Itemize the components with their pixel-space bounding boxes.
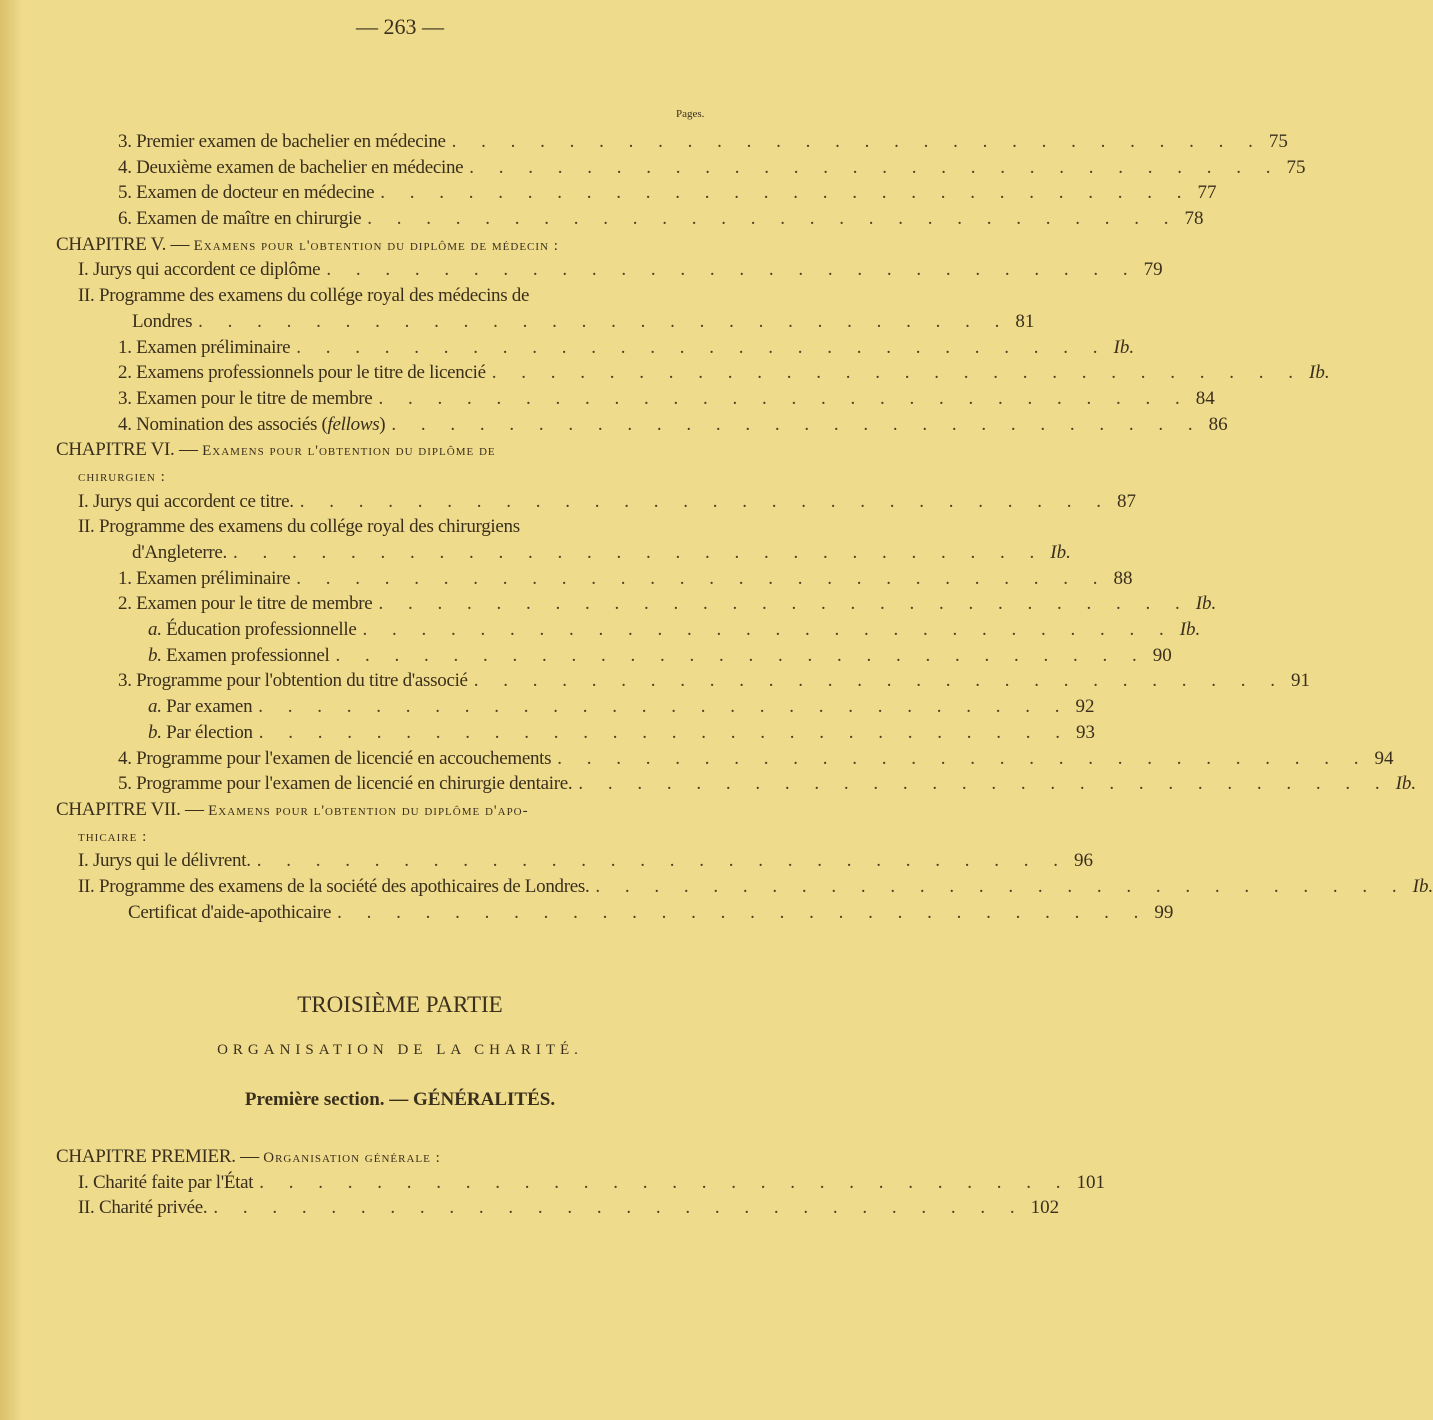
entry-number: II.: [78, 285, 95, 307]
toc-entry: [0, 208, 1204, 234]
toc-entry: [0, 542, 1071, 568]
entry-number: I.: [78, 259, 89, 281]
entry-text: Nomination des associés (: [136, 413, 328, 435]
entry-text: Deuxième examen de bachelier en médecine: [136, 156, 464, 178]
dot-leader: . . . . . . . . . . . . . . . . . . . . . . . . . . . .: [299, 490, 1111, 512]
entry-title: [78, 850, 251, 872]
entry-number: II.: [78, 875, 95, 897]
dot-leader: . . . . . . . . . . . . . . . . . . . . . . . . . . . .: [451, 131, 1263, 152]
dot-leader: . . . . . . . . . . . . . . . . . . . . . . . . . . . .: [258, 721, 1070, 743]
chapter-subtitle: Examens pour l'obtention du diplôme de: [202, 443, 496, 460]
entry-title: [78, 516, 520, 538]
dot-leader: . . . . . . . . . . . . . . . . . . . . . . . . . . . .: [469, 156, 1281, 178]
entry-number: CHAPITRE VI. —: [56, 439, 198, 461]
entry-title: [78, 825, 147, 847]
page-ref: 102: [1030, 1197, 1060, 1219]
entry-text: Programme pour l'examen de licencié en accouchements: [136, 747, 552, 769]
toc-entry: [0, 310, 1035, 337]
toc-entry: [0, 670, 1310, 696]
page-ref: 96: [1073, 850, 1093, 872]
toc-entry: [0, 696, 1095, 722]
entry-title: [132, 311, 192, 333]
entry-title: [118, 773, 572, 795]
entry-number: I.: [78, 1171, 89, 1193]
dot-leader: . . . . . . . . . . . . . . . . . . . . . . . . . . . .: [256, 850, 1068, 872]
toc-entry: [0, 131, 1288, 157]
page-ref: Ib.: [1179, 619, 1201, 641]
entry-text: Premier examen de bachelier en médecine: [136, 131, 446, 152]
entry-number: I.: [78, 850, 89, 872]
dot-leader: . . . . . . . . . . . . . . . . . . . . . . . . . . . .: [578, 773, 1390, 795]
entry-italic-text: fellows: [327, 413, 380, 435]
entry-title: [78, 1197, 207, 1219]
page-ref: 91: [1290, 670, 1310, 692]
dot-leader: . . . . . . . . . . . . . . . . . . . . . . . . . . . .: [491, 362, 1304, 384]
entry-text: Examen de maître en chirurgie: [136, 208, 362, 230]
dot-leader: . . . . . . . . . . . . . . . . . . . . . . . . . . . .: [296, 336, 1108, 358]
entry-number: 4.: [118, 156, 132, 178]
page-ref: 88: [1113, 567, 1133, 589]
entry-title: [118, 337, 290, 359]
entry-number: 4.: [118, 747, 132, 769]
part-title: TROISIÈME PARTIE: [297, 992, 503, 1017]
page-ref: 86: [1208, 413, 1228, 435]
toc-entry: [0, 285, 800, 311]
toc-entry: [0, 721, 1095, 748]
dot-leader: . . . . . . . . . . . . . . . . . . . . . . . . . . . .: [198, 310, 1010, 332]
toc-entry: [0, 875, 1433, 902]
toc-entry: [0, 747, 1394, 774]
page-ref: 78: [1184, 208, 1204, 230]
entry-number: a.: [148, 696, 162, 718]
toc-entry: [0, 567, 1133, 594]
toc-entry: [0, 362, 1330, 388]
entry-title: [78, 876, 589, 898]
page-ref: 93: [1075, 721, 1095, 743]
entry-title: [56, 799, 529, 821]
chapter-heading: [0, 234, 800, 260]
entry-text: Certificat d'aide-apothicaire: [128, 901, 332, 923]
toc-entry: [0, 387, 1215, 414]
entry-text: Examen pour le titre de membre: [136, 387, 373, 409]
entry-text: Par élection: [166, 721, 253, 743]
page-ref: Ib.: [1113, 336, 1135, 358]
chapter-heading: [0, 439, 800, 465]
entry-number: 4.: [118, 413, 132, 435]
toc-entry: [0, 1197, 1060, 1223]
entry-number: II.: [78, 1197, 95, 1219]
table-of-contents-continued: [0, 1146, 1105, 1223]
entry-title: [118, 568, 290, 590]
toc-entry: [0, 156, 1306, 183]
entry-title: [78, 465, 166, 487]
dot-leader: . . . . . . . . . . . . . . . . . . . . . . . . . . . .: [362, 619, 1174, 641]
entry-text: Programme des examens du collége royal des chirurgiens: [98, 516, 520, 538]
chapter-subtitle: chirurgien :: [78, 468, 166, 485]
page-ref: 90: [1152, 644, 1172, 666]
page-ref: 92: [1075, 696, 1095, 718]
dot-leader: . . . . . . . . . . . . . . . . . . . . . . . . . . . .: [378, 387, 1190, 409]
entry-text-suffix: ): [379, 413, 386, 435]
entry-title: [118, 414, 385, 436]
entry-title: [56, 1146, 441, 1168]
page-ref: 84: [1195, 387, 1215, 409]
toc-entry: [0, 644, 1172, 671]
page-ref: Ib.: [1309, 362, 1330, 384]
page-ref: 99: [1154, 901, 1174, 923]
entry-number: 2.: [118, 593, 132, 615]
entry-number: b.: [148, 644, 162, 666]
entry-text: Examen de docteur en médecine: [136, 182, 375, 204]
toc-entry: [0, 465, 800, 491]
entry-number: 5.: [118, 182, 132, 204]
toc-entry: [0, 825, 800, 851]
dot-leader: . . . . . . . . . . . . . . . . . . . . . . . . . . . .: [296, 567, 1108, 589]
dot-leader: . . . . . . . . . . . . . . . . . . . . . . . . . . . .: [557, 747, 1369, 769]
entry-number: 3.: [118, 387, 132, 409]
page-ref: Ib.: [1395, 773, 1417, 795]
dot-leader: . . . . . . . . . . . . . . . . . . . . . . . . . . . .: [378, 593, 1190, 615]
entry-title: [118, 670, 468, 692]
entry-text: d'Angleterre.: [132, 542, 228, 563]
entry-title: [148, 696, 252, 718]
section-title: Première section. — GÉNÉRALITÉS.: [244, 1089, 556, 1110]
dot-leader: . . . . . . . . . . . . . . . . . . . . . . . . . . . .: [326, 259, 1138, 281]
dot-leader: . . . . . . . . . . . . . . . . . . . . . . . . . . . .: [337, 901, 1149, 923]
entry-text: Examens professionnels pour le titre de licencié: [136, 362, 486, 384]
entry-text: Examen préliminaire: [136, 567, 291, 589]
entry-text: Examen pour le titre de membre: [136, 593, 373, 615]
page-ref: 79: [1143, 259, 1163, 281]
entry-title: [78, 285, 529, 307]
entry-number: 2.: [118, 362, 132, 384]
chapter-subtitle: Examens pour l'obtention du diplôme de médecin :: [193, 237, 559, 254]
dot-leader: . . . . . . . . . . . . . . . . . . . . . . . . . . . .: [259, 1171, 1071, 1193]
chapter-subtitle: Organisation générale :: [263, 1150, 441, 1166]
toc-entry: [0, 336, 1135, 363]
entry-text: Programme pour l'obtention du titre d'associé: [136, 670, 468, 692]
page-number: — 263 —: [356, 14, 444, 39]
entry-number: a.: [148, 619, 162, 641]
entry-title: [118, 157, 463, 179]
entry-text: Jurys qui le délivrent.: [92, 850, 251, 872]
toc-entry: [0, 490, 1136, 517]
dot-leader: . . . . . . . . . . . . . . . . . . . . . . . . . . . .: [391, 413, 1203, 435]
entry-text: Charité faite par l'État: [92, 1171, 254, 1193]
entry-number: CHAPITRE V. —: [56, 233, 190, 255]
page-ref: Ib.: [1412, 875, 1433, 897]
entry-text: Éducation professionnelle: [166, 619, 357, 641]
entry-text: Programme pour l'examen de licencié en chirurgie dentaire.: [136, 773, 573, 795]
entry-number: 3.: [118, 670, 132, 692]
entry-title: [78, 1172, 253, 1194]
page-ref: 101: [1076, 1171, 1105, 1193]
dot-leader: . . . . . . . . . . . . . . . . . . . . . . . . . . . .: [233, 542, 1045, 563]
entry-title: [78, 259, 320, 281]
entry-text: Charité privée.: [98, 1197, 208, 1219]
page-ref: 87: [1116, 490, 1136, 512]
chapter-heading: [0, 1146, 800, 1172]
pages-column-header: Pages.: [676, 108, 705, 120]
dot-leader: . . . . . . . . . . . . . . . . . . . . . . . . . . . .: [380, 182, 1192, 204]
entry-text: Jurys qui accordent ce titre.: [92, 490, 294, 512]
toc-entry: [0, 182, 1217, 208]
entry-title: [56, 439, 496, 461]
entry-title: [118, 362, 486, 384]
toc-entry: [0, 850, 1093, 876]
entry-title: [118, 388, 372, 410]
toc-entry: [0, 413, 1228, 440]
chapter-subtitle: thicaire :: [78, 828, 148, 845]
toc-entry: [0, 773, 1417, 799]
entry-number: b.: [148, 721, 162, 743]
entry-title: [148, 645, 329, 667]
table-of-contents: [0, 131, 1433, 927]
entry-title: [118, 131, 446, 153]
entry-title: [132, 542, 227, 564]
toc-entry: [0, 259, 1163, 285]
dot-leader: . . . . . . . . . . . . . . . . . . . . . . . . . . . .: [595, 875, 1407, 897]
entry-text: Examen préliminaire: [136, 336, 291, 358]
dot-leader: . . . . . . . . . . . . . . . . . . . . . . . . . . . .: [335, 644, 1147, 666]
entry-title: [56, 234, 559, 256]
entry-title: [78, 491, 294, 513]
dot-leader: . . . . . . . . . . . . . . . . . . . . . . . . . . . .: [367, 208, 1179, 230]
entry-title: [148, 722, 253, 744]
page-ref: Ib.: [1050, 542, 1071, 563]
entry-number: 3.: [118, 131, 132, 152]
entry-number: 1.: [118, 567, 132, 589]
toc-entry: [0, 619, 1201, 645]
entry-text: Programme des examens de la société des apothicaires de Londres.: [98, 875, 590, 897]
toc-entry: [0, 516, 800, 542]
page-ref: 75: [1268, 131, 1288, 152]
part-subtitle: ORGANISATION DE LA CHARITÉ.: [217, 1042, 583, 1058]
chapter-heading: [0, 799, 800, 825]
entry-title: [118, 748, 551, 770]
page-ref: 75: [1286, 156, 1306, 178]
toc-entry: [0, 901, 1174, 928]
dot-leader: . . . . . . . . . . . . . . . . . . . . . . . . . . . .: [258, 696, 1070, 718]
page-ref: 77: [1197, 182, 1217, 204]
entry-number: II.: [78, 516, 95, 538]
page-ref: 81: [1015, 310, 1035, 332]
page-ref: Ib.: [1195, 593, 1217, 615]
entry-title: [118, 182, 374, 204]
chapter-subtitle: Examens pour l'obtention du diplôme d'apo-: [208, 802, 529, 819]
page-ref: 94: [1374, 747, 1394, 769]
entry-title: [148, 619, 356, 641]
entry-title: [118, 208, 361, 230]
entry-text: Examen professionnel: [166, 644, 330, 666]
entry-text: Par examen: [166, 696, 253, 718]
entry-number: 6.: [118, 208, 132, 230]
entry-number: 1.: [118, 336, 132, 358]
entry-title: [128, 902, 331, 924]
entry-number: CHAPITRE PREMIER. —: [56, 1146, 259, 1167]
toc-entry: [0, 593, 1217, 619]
entry-number: 5.: [118, 773, 132, 795]
dot-leader: . . . . . . . . . . . . . . . . . . . . . . . . . . . .: [213, 1197, 1025, 1219]
dot-leader: . . . . . . . . . . . . . . . . . . . . . . . . . . . .: [473, 670, 1285, 692]
entry-text: Londres: [132, 310, 193, 332]
entry-text: Programme des examens du collége royal des médecins de: [98, 285, 530, 307]
entry-number: CHAPITRE VII. —: [56, 798, 204, 820]
entry-text: Jurys qui accordent ce diplôme: [92, 259, 321, 281]
entry-title: [118, 593, 372, 615]
toc-entry: [0, 1171, 1105, 1198]
entry-number: I.: [78, 490, 89, 512]
